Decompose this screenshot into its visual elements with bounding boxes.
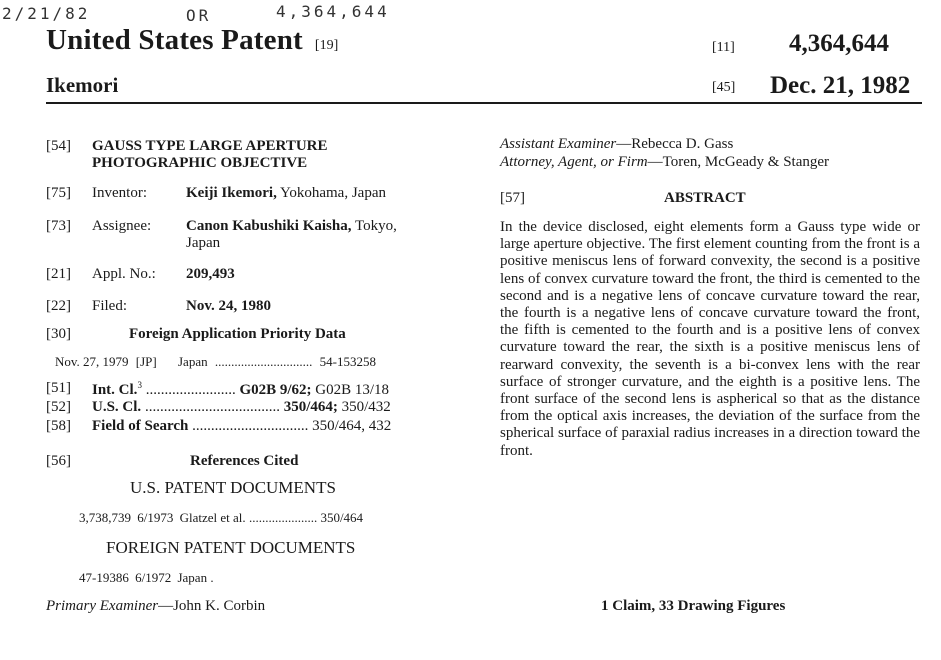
field-54-code: [54] xyxy=(46,138,71,154)
assignee-location: Tokyo, xyxy=(351,218,397,234)
patent-number-code: [11] xyxy=(712,40,735,55)
field-75-label: Inventor: xyxy=(92,185,147,201)
abstract-heading: ABSTRACT xyxy=(664,190,746,206)
foreign-doc-row xyxy=(79,570,214,586)
field-73-value xyxy=(186,218,397,235)
foreign-doc-number: 47-19386 xyxy=(79,570,129,585)
handwritten-or: OR xyxy=(186,6,212,25)
field-75-value xyxy=(186,185,386,202)
inventor-location: Yokohama, Japan xyxy=(276,185,386,201)
field-30-code: [30] xyxy=(46,326,71,342)
attorney-label: Attorney, Agent, or Firm xyxy=(500,154,648,170)
us-doc-date: 6/1973 xyxy=(137,510,174,525)
foreign-doc-country: Japan . xyxy=(177,570,214,585)
priority-row xyxy=(55,354,376,370)
field-73-label: Assignee: xyxy=(92,218,152,234)
us-doc-row xyxy=(79,510,363,526)
primary-examiner xyxy=(46,598,265,615)
patent-number: 4,364,644 xyxy=(789,30,889,57)
field-54-title-line1: GAUSS TYPE LARGE APERTURE xyxy=(92,138,328,154)
field-51-code: [51] xyxy=(46,380,71,396)
field-73-line2: Japan xyxy=(186,235,221,251)
field-56-code: [56] xyxy=(46,453,71,469)
field-51-dots: ........................ xyxy=(145,382,236,398)
attorney xyxy=(500,154,829,171)
header-rule xyxy=(46,102,922,104)
us-doc-number: 3,738,739 xyxy=(79,510,131,525)
field-54-title-line2: PHOTOGRAPHIC OBJECTIVE xyxy=(92,155,308,171)
field-51-sup: 3 xyxy=(137,380,142,390)
field-22-code: [22] xyxy=(46,298,71,314)
field-21-code: [21] xyxy=(46,266,71,282)
field-58-row xyxy=(92,418,391,435)
us-docs-heading: U.S. PATENT DOCUMENTS xyxy=(130,478,336,497)
field-73-code: [73] xyxy=(46,218,71,234)
field-52-label: U.S. Cl. xyxy=(92,399,142,415)
us-doc-class: 350/464 xyxy=(320,510,364,525)
field-51-rest: G02B 13/18 xyxy=(311,382,390,398)
field-52-bold: 350/464; xyxy=(283,399,338,415)
field-30-label: Foreign Application Priority Data xyxy=(129,326,346,342)
claims-summary: 1 Claim, 33 Drawing Figures xyxy=(601,598,786,614)
appl-number: 209,493 xyxy=(186,266,235,282)
field-58-value: 350/464, 432 xyxy=(312,418,392,434)
primary-examiner-label: Primary Examiner xyxy=(46,598,159,614)
foreign-docs-heading: FOREIGN PATENT DOCUMENTS xyxy=(106,538,356,557)
field-51-bold: G02B 9/62; xyxy=(239,382,312,398)
field-22-label: Filed: xyxy=(92,298,128,314)
assignee-name: Canon Kabushiki Kaisha, xyxy=(186,218,352,234)
patent-title: United States Patent xyxy=(46,24,303,56)
priority-dots: .............................. xyxy=(214,354,313,369)
handwritten-number: 4,364,644 xyxy=(276,2,390,21)
filed-date: Nov. 24, 1980 xyxy=(186,298,272,314)
us-doc-dots: ..................... xyxy=(248,510,318,525)
primary-examiner-name: —John K. Corbin xyxy=(158,598,266,614)
assistant-examiner-label: Assistant Examiner xyxy=(500,136,617,152)
field-58-code: [58] xyxy=(46,418,71,434)
priority-cc: [JP] xyxy=(135,354,157,369)
field-56-label: References Cited xyxy=(190,453,299,469)
field-58-label: Field of Search xyxy=(92,418,189,434)
foreign-doc-date: 6/1972 xyxy=(135,570,172,585)
patent-title-line xyxy=(46,24,338,57)
field-21-label: Appl. No.: xyxy=(92,266,156,282)
assistant-examiner-name: —Rebecca D. Gass xyxy=(616,136,734,152)
field-52-code: [52] xyxy=(46,399,71,415)
us-doc-name: Glatzel et al. xyxy=(179,510,246,525)
priority-country: Japan xyxy=(178,354,208,369)
patent-date: Dec. 21, 1982 xyxy=(770,72,911,99)
field-57-code: [57] xyxy=(500,190,525,206)
inventor-surname: Ikemori xyxy=(46,73,119,97)
assistant-examiner xyxy=(500,136,733,153)
field-51-label: Int. Cl. xyxy=(92,382,138,398)
field-58-dots: ............................... xyxy=(192,418,309,434)
inventor-name: Keiji Ikemori, xyxy=(186,185,277,201)
field-75-code: [75] xyxy=(46,185,71,201)
field-52-dots: .................................... xyxy=(144,399,280,415)
field-52-rest: 350/432 xyxy=(337,399,391,415)
priority-date: Nov. 27, 1979 xyxy=(55,354,129,369)
field-52-row xyxy=(92,399,391,416)
handwritten-date: 2/21/82 xyxy=(2,4,91,23)
field-51-row xyxy=(92,380,389,399)
priority-number: 54-153258 xyxy=(319,354,376,369)
abstract-text: In the device disclosed, eight elements form a Gauss type wide or large aperture objective. The first element counting from the front is a positive meniscus lens of forward convexity, the second is a positive lens of convex curvature toward the front, the third is cemented to the second and is a negative lens of concave curvature toward the rear, the fourth is a negative lens of concave curvature toward the front, the fifth is cemented to the fourth and is a positive lens of convex curvature toward the rear, the sixth is a positive meniscus lens of rearward convexity, the seventh is a bi-convex lens with the rear surface of stronger curvature, and the eighth is a positive lens. The front surface of the second lens is aspherical so that as the distance from the optical axis increases, the deviation of the surface from the spherical surface of paraxial radius increases in a direction toward the front. xyxy=(500,219,920,459)
date-code: [45] xyxy=(712,80,736,95)
attorney-name: —Toren, McGeady & Stanger xyxy=(647,154,830,170)
title-code: [19] xyxy=(314,38,339,53)
